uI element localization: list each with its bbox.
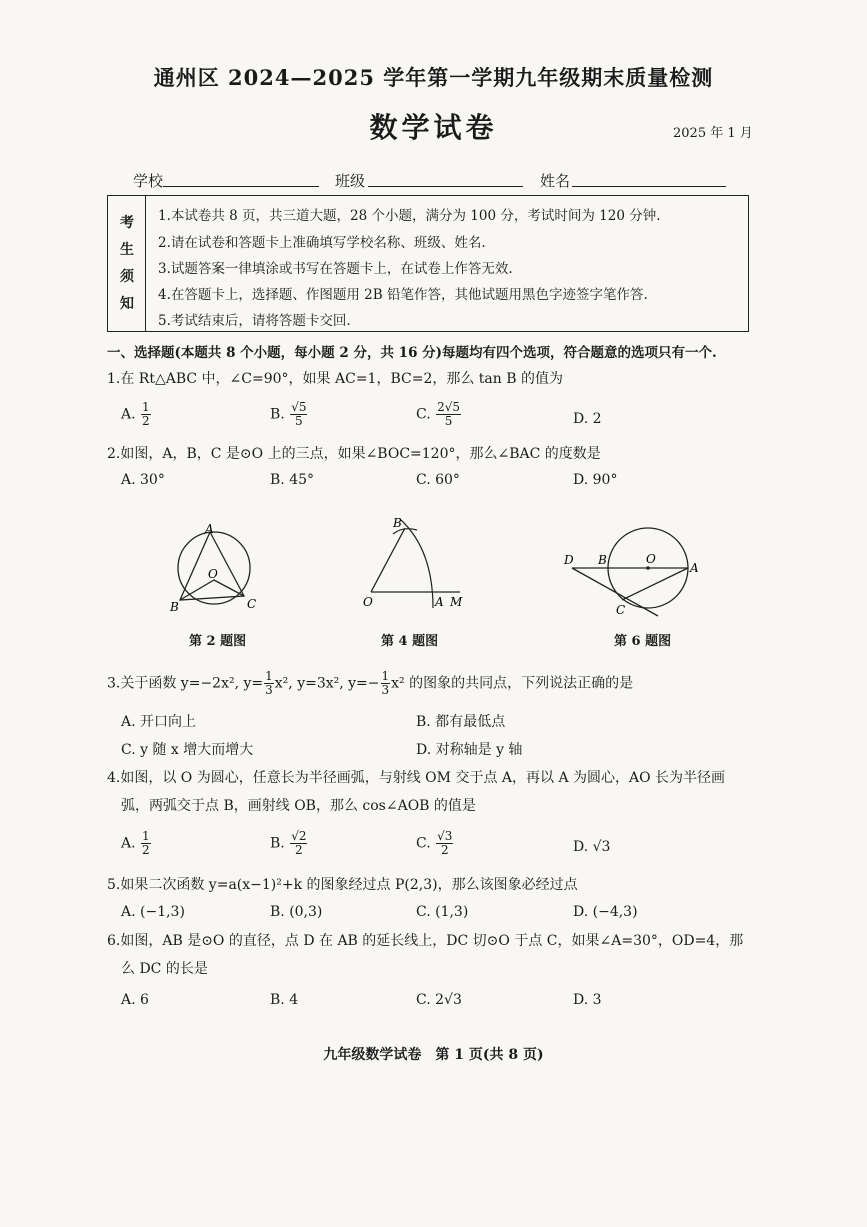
stem-text: x², y=3x², y=− bbox=[274, 675, 380, 692]
point-label-a: A bbox=[690, 561, 699, 575]
school-blank[interactable] bbox=[163, 186, 319, 187]
q2-option-b[interactable]: B. 45° bbox=[270, 472, 315, 488]
page-footer: 九年级数学试卷 第 1 页(共 8 页) bbox=[323, 1047, 544, 1063]
name-label: 姓名 bbox=[540, 172, 571, 190]
option-letter: B. bbox=[270, 406, 285, 423]
notice-item: 1.本试卷共 8 页，共三道大题，28 个小题，满分为 100 分，考试时间为 120 分钟. bbox=[158, 208, 661, 224]
q6-option-a[interactable]: A. 6 bbox=[121, 992, 149, 1008]
option-letter: A. bbox=[121, 406, 136, 423]
q2-option-c[interactable]: C. 60° bbox=[416, 472, 460, 488]
stem-text: 3.关于函数 y=−2x², y= bbox=[107, 675, 264, 692]
notice-label-char: 须 bbox=[120, 269, 134, 285]
q3-option-d[interactable]: D. 对称轴是 y 轴 bbox=[416, 742, 523, 758]
denominator: 5 bbox=[295, 414, 303, 428]
arc-from-o bbox=[401, 520, 433, 608]
notice-item: 5.考试结束后，请将答题卡交回. bbox=[158, 313, 351, 329]
q1-option-b[interactable] bbox=[270, 401, 308, 428]
point-label-o: O bbox=[646, 552, 656, 566]
point-label-a: A bbox=[205, 522, 214, 536]
figure-4-diagram bbox=[355, 512, 475, 612]
option-letter: A. bbox=[121, 835, 136, 852]
numerator: √2 bbox=[291, 829, 307, 843]
point-label-b: B bbox=[598, 553, 607, 567]
notice-label-char: 考 bbox=[120, 215, 134, 231]
q5-option-d[interactable]: D. (−4,3) bbox=[573, 904, 638, 920]
q2-option-a[interactable]: A. 30° bbox=[121, 472, 165, 488]
numerator: 1 bbox=[265, 669, 273, 683]
fraction bbox=[290, 401, 307, 428]
question-6-stem-line1: 6.如图，AB 是⊙O 的直径，点 D 在 AB 的延长线上，DC 切⊙O 于点 C，如果∠A=30°，OD=4，那 bbox=[107, 933, 744, 949]
point-label-d: D bbox=[564, 553, 574, 567]
denominator: 3 bbox=[265, 683, 273, 697]
point-label-c: C bbox=[616, 603, 626, 617]
point-label-o: O bbox=[363, 595, 373, 609]
question-2-stem: 2.如图，A，B，C 是⊙O 上的三点，如果∠BOC=120°，那么∠BAC 的度数是 bbox=[107, 446, 601, 462]
denominator: 3 bbox=[381, 683, 390, 697]
figure-4-caption: 第 4 题图 bbox=[381, 634, 439, 649]
fraction bbox=[141, 401, 151, 428]
figure-2-caption: 第 2 题图 bbox=[189, 634, 247, 649]
figure-6-caption: 第 6 题图 bbox=[614, 634, 672, 649]
stem-text: x² 的图象的共同点，下列说法正确的是 bbox=[391, 675, 634, 692]
q5-option-b[interactable]: B. (0,3) bbox=[270, 904, 323, 920]
numerator: √3 bbox=[437, 829, 453, 843]
numerator: √5 bbox=[291, 400, 307, 414]
school-label: 学校 bbox=[133, 172, 164, 190]
class-blank[interactable] bbox=[368, 186, 523, 187]
point-label-b: B bbox=[393, 516, 402, 530]
q5-option-a[interactable]: A. (−1,3) bbox=[121, 904, 185, 920]
candidate-notice-box bbox=[107, 195, 749, 332]
question-5-stem: 5.如果二次函数 y=a(x−1)²+k 的图象经过点 P(2,3)，那么该图象必经过点 bbox=[107, 877, 578, 893]
class-label: 班级 bbox=[335, 172, 366, 190]
name-blank[interactable] bbox=[572, 186, 726, 187]
fraction bbox=[290, 830, 307, 857]
exam-title: 通州区 2024—2025 学年第一学期九年级期末质量检测 bbox=[153, 65, 714, 90]
option-letter: C. bbox=[416, 835, 431, 852]
q6-option-c[interactable]: C. 2√3 bbox=[416, 992, 462, 1008]
question-3-stem bbox=[107, 670, 633, 697]
notice-item: 2.请在试卷和答题卡上准确填写学校名称、班级、姓名. bbox=[158, 235, 486, 251]
ray-ob bbox=[371, 528, 405, 592]
q6-option-b[interactable]: B. 4 bbox=[270, 992, 299, 1008]
denominator: 2 bbox=[295, 843, 303, 857]
fraction bbox=[381, 670, 391, 697]
q3-option-c[interactable]: C. y 随 x 增大而增大 bbox=[121, 742, 254, 758]
notice-item: 3.试题答案一律填涂或书写在答题卡上，在试卷上作答无效. bbox=[158, 261, 513, 277]
notice-label bbox=[108, 196, 146, 331]
q1-option-a[interactable] bbox=[121, 401, 152, 428]
q6-option-d[interactable]: D. 3 bbox=[573, 992, 602, 1008]
section-heading: 一、选择题(本题共 8 个小题，每小题 2 分，共 16 分)每题均有四个选项，符合题意的选项只有一个. bbox=[107, 345, 717, 361]
notice-label-char: 知 bbox=[120, 296, 134, 312]
exam-subtitle: 数学试卷 bbox=[369, 111, 498, 144]
numerator: 1 bbox=[142, 829, 150, 843]
q3-option-b[interactable]: B. 都有最低点 bbox=[416, 714, 506, 730]
question-6-stem-line2: 么 DC 的长是 bbox=[121, 961, 208, 977]
point-label-m: M bbox=[450, 595, 463, 609]
fraction bbox=[436, 830, 453, 857]
numerator: 2√5 bbox=[437, 400, 461, 414]
numerator: 1 bbox=[381, 669, 390, 683]
fraction bbox=[436, 401, 461, 428]
point-label-o: O bbox=[208, 567, 218, 581]
denominator: 2 bbox=[142, 414, 150, 428]
q4-option-d[interactable]: D. √3 bbox=[573, 839, 611, 855]
point-label-a: A bbox=[435, 595, 444, 609]
tangent-dc bbox=[572, 568, 658, 616]
notice-item: 4.在答题卡上，选择题、作图题用 2B 铅笔作答，其他试题用黑色字迹签字笔作答. bbox=[158, 287, 648, 303]
denominator: 2 bbox=[440, 843, 449, 857]
point-label-c: C bbox=[247, 597, 257, 611]
center-dot bbox=[646, 566, 650, 570]
figure-2-diagram bbox=[160, 520, 280, 620]
question-1-stem: 1.在 Rt△ABC 中，∠C=90°，如果 AC=1，BC=2，那么 tan B 的值为 bbox=[107, 371, 563, 387]
fraction bbox=[141, 830, 151, 857]
denominator: 2 bbox=[142, 843, 150, 857]
q4-option-a[interactable] bbox=[121, 830, 152, 857]
option-letter: B. bbox=[270, 835, 285, 852]
figure-6-diagram bbox=[560, 520, 710, 620]
fraction bbox=[264, 670, 274, 697]
q1-option-c[interactable] bbox=[416, 401, 462, 428]
q4-option-c[interactable] bbox=[416, 830, 454, 857]
exam-date: 2025 年 1 月 bbox=[673, 126, 753, 141]
denominator: 5 bbox=[444, 414, 453, 428]
question-4-stem-line1: 4.如图，以 O 为圆心，任意长为半径画弧，与射线 OM 交于点 A，再以 A 为圆心，AO 长为半径画 bbox=[107, 770, 726, 786]
question-4-stem-line2: 弧，两弧交于点 B，画射线 OB，那么 cos∠AOB 的值是 bbox=[121, 798, 476, 814]
notice-label-char: 生 bbox=[120, 242, 134, 258]
option-letter: C. bbox=[416, 406, 431, 423]
q1-option-d[interactable]: D. 2 bbox=[573, 411, 602, 427]
numerator: 1 bbox=[142, 400, 150, 414]
q3-option-a[interactable]: A. 开口向上 bbox=[121, 714, 197, 730]
q2-option-d[interactable]: D. 90° bbox=[573, 472, 618, 488]
q5-option-c[interactable]: C. (1,3) bbox=[416, 904, 469, 920]
point-label-b: B bbox=[170, 600, 179, 614]
q4-option-b[interactable] bbox=[270, 830, 308, 857]
